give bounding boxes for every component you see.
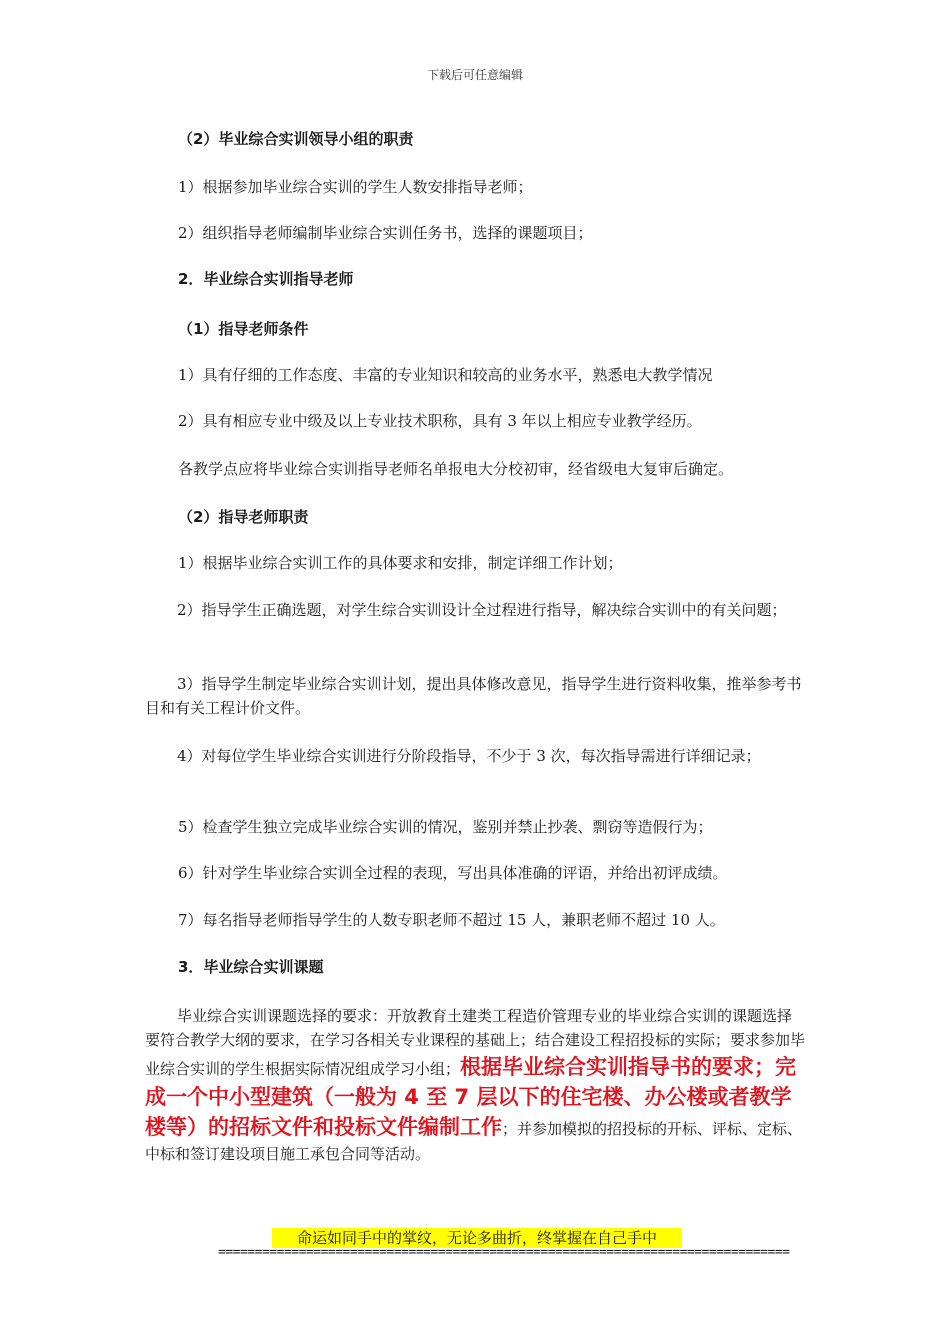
page-header: 下载后可任意编辑 (426, 68, 523, 82)
subsection-heading-duties: （2）指导老师职责 (178, 508, 309, 526)
section-heading-instructors: 2．毕业综合实训指导老师 (178, 270, 354, 288)
list-item-wrapped: 3）指导学生制定毕业综合实训计划，提出具体修改意见，指导学生进行资料收集，推举参考书目和有关工程计价文件。 (145, 675, 802, 717)
list-item: 2）具有相应专业中级及以上专业技术职称，具有 3 年以上相应专业教学经历。 (178, 412, 702, 430)
list-item: 1）根据毕业综合实训工作的具体要求和安排，制定详细工作计划； (178, 554, 623, 572)
list-item: 6）针对学生毕业综合实训全过程的表现，写出具体准确的评语，并给出初评成绩。 (178, 864, 728, 882)
topics-text-highlight: 根据毕业综合实训指导书的要求；完成一个中小型建筑（一般为 4 至 7 层以下的住宅楼、办公楼或者教学楼等）的招标文件和投标文件编制工作 (145, 1055, 797, 1139)
section-heading-leadership-duties: （2）毕业综合实训领导小组的职责 (178, 130, 414, 148)
list-item-wrapped: 4）对每位学生毕业综合实训进行分阶段指导，不少于 3 次，每次指导需进行详细记录； (177, 747, 761, 765)
list-item: 7）每名指导老师指导学生的人数专职老师不超过 15 人，兼职老师不超过 10 人。 (178, 911, 725, 929)
note-paragraph: 各教学点应将毕业综合实训指导老师名单报电大分校初审，经省级电大复审后确定。 (178, 460, 734, 478)
footer-divider: ============================================================================== (218, 1245, 790, 1260)
list-item: 1）具有仔细的工作态度、丰富的专业知识和较高的业务水平，熟悉电大教学情况 (178, 366, 713, 384)
topics-text-start: 毕业综合实训课题选择的要求：开放教育土建类工程造价管理专业的毕业综合实训的课题选择要符合教学大纲的要求，在学习各相关专业课程的基础上；结合建设工程招投标的实际；要求参加毕业综合实训的学生根据实际情况组成学习小组； (145, 1007, 806, 1078)
subsection-heading-conditions: （1）指导老师条件 (178, 320, 309, 338)
footer-motto: 命运如同手中的掌纹，无论多曲折，终掌握在自己手中 (272, 1228, 682, 1248)
topics-text-end: ；并参加模拟的招投标的开标、评标、定标、中标和签订建设项目施工承包合同等活动。 (145, 1120, 803, 1163)
list-item-wrapped: 2）指导学生正确选题，对学生综合实训设计全过程进行指导，解决综合实训中的有关问题； (177, 601, 787, 619)
section-heading-topics: 3．毕业综合实训课题 (178, 958, 324, 976)
topics-paragraph (145, 1004, 805, 1166)
list-item: 2）组织指导老师编制毕业综合实训任务书，选择的课题项目； (178, 224, 593, 242)
list-item: 5）检查学生独立完成毕业综合实训的情况，鉴别并禁止抄袭、剽窃等造假行为； (178, 818, 713, 836)
list-item: 1）根据参加毕业综合实训的学生人数安排指导老师； (178, 178, 533, 196)
